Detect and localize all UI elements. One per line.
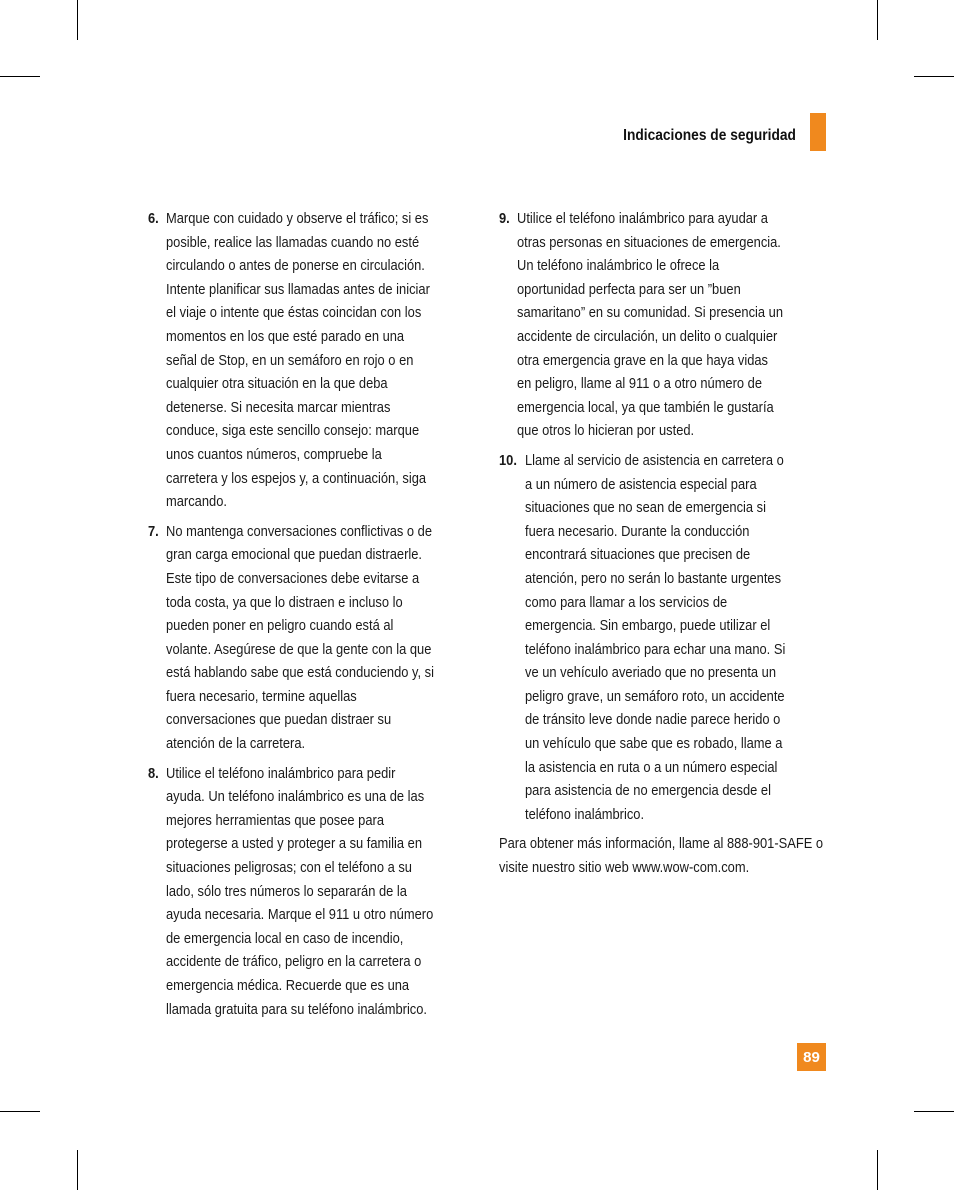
item-number: 9. (499, 210, 510, 227)
section-tab-marker (810, 113, 826, 151)
item-number: 10. (499, 451, 517, 469)
crop-mark (77, 1150, 78, 1190)
list-item (148, 207, 478, 514)
list-item (148, 520, 478, 756)
crop-mark (0, 1111, 40, 1112)
item-text: Llame al servicio de asistencia en carretera o a un número de asistencia especial para situaciones que no sean de emergencia si fuera necesario. Durante la conducción encontrará situaciones que precisen de atención, pero no serán lo bastante urgentes como para llamar a los servicios de emergencia. Sin embargo, puede utilizar el teléfono inalámbrico para echar una mano. Si ve un vehículo averiado que no presenta un peligro grave, un semáforo roto, un accidente de tránsito leve donde nadie parece herido o un vehículo que sabe que es robado, llame a la asistencia en ruta o a un número especial para asistencia de no emergencia desde el teléfono inalámbrico. (525, 451, 786, 823)
section-title: Indicaciones de seguridad (623, 127, 796, 144)
item-text: Marque con cuidado y observe el tráfico; si es posible, realice las llamadas cuando no esté circulando o antes de ponerse en circulación. Intente planificar sus llamadas antes de iniciar el viaje o intente que éstas coincidan con los momentos en los que esté parado en una señal de Stop, en un semáforo en rojo o en cualquier otra situación en la que deba detenerse. Si necesita marcar mientras conduce, siga este sencillo consejo: marque unos cuantos números, compruebe la carretera y los espejos y, a continuación, siga marcando. (166, 210, 430, 511)
item-text: Utilice el teléfono inalámbrico para ayudar a otras personas en situaciones de emergencia. Un teléfono inalámbrico le ofrece la oportunidad perfecta para ser un ”buen samaritano” en su comunidad. Si presencia un accidente de circulación, un delito o cualquier otra emergencia grave en la que haya vidas en peligro, llame al 911 o a otro número de emergencia local, ya que también le gustaría que otros lo hicieran por usted. (517, 210, 784, 440)
page-number: 89 (797, 1043, 826, 1071)
contact-paragraph: Para obtener más información, llame al 888-901-SAFE o visite nuestro sitio web www.wow-com.com. (499, 835, 824, 877)
list-item (499, 207, 829, 443)
item-text: No mantenga conversaciones conflictivas o de gran carga emocional que puedan distraerle. Este tipo de conversaciones debe evitarse a toda costa, ya que lo distraen e incluso lo pueden poner en peligro cuando está al volante. Asegúrese de que la gente con la que está hablando sabe que está conduciendo y, si fuera necesario, termine aquellas conversaciones que puedan distraer su atención de la carretera. (166, 522, 434, 753)
right-column (499, 207, 829, 880)
left-column (148, 207, 478, 1027)
crop-mark (877, 0, 878, 40)
list-item (148, 762, 478, 1022)
crop-mark (914, 1111, 954, 1112)
item-text: Utilice el teléfono inalámbrico para pedir ayuda. Un teléfono inalámbrico es una de las mejores herramientas que posee para protegerse a usted y proteger a su familia en situaciones peligrosas; con el teléfono a su lado, sólo tres números lo separarán de la ayuda necesaria. Marque el 911 u otro número de emergencia local en caso de incendio, accidente de tráfico, peligro en la carretera o emergencia médica. Recuerde que es una llamada gratuita para su teléfono inalámbrico. (166, 764, 434, 1018)
item-number: 7. (148, 522, 159, 540)
crop-mark (877, 1150, 878, 1190)
crop-mark (77, 0, 78, 40)
list-item (499, 449, 829, 827)
item-number: 8. (148, 764, 159, 782)
crop-mark (914, 76, 954, 77)
crop-mark (0, 76, 40, 77)
item-number: 6. (148, 210, 159, 227)
